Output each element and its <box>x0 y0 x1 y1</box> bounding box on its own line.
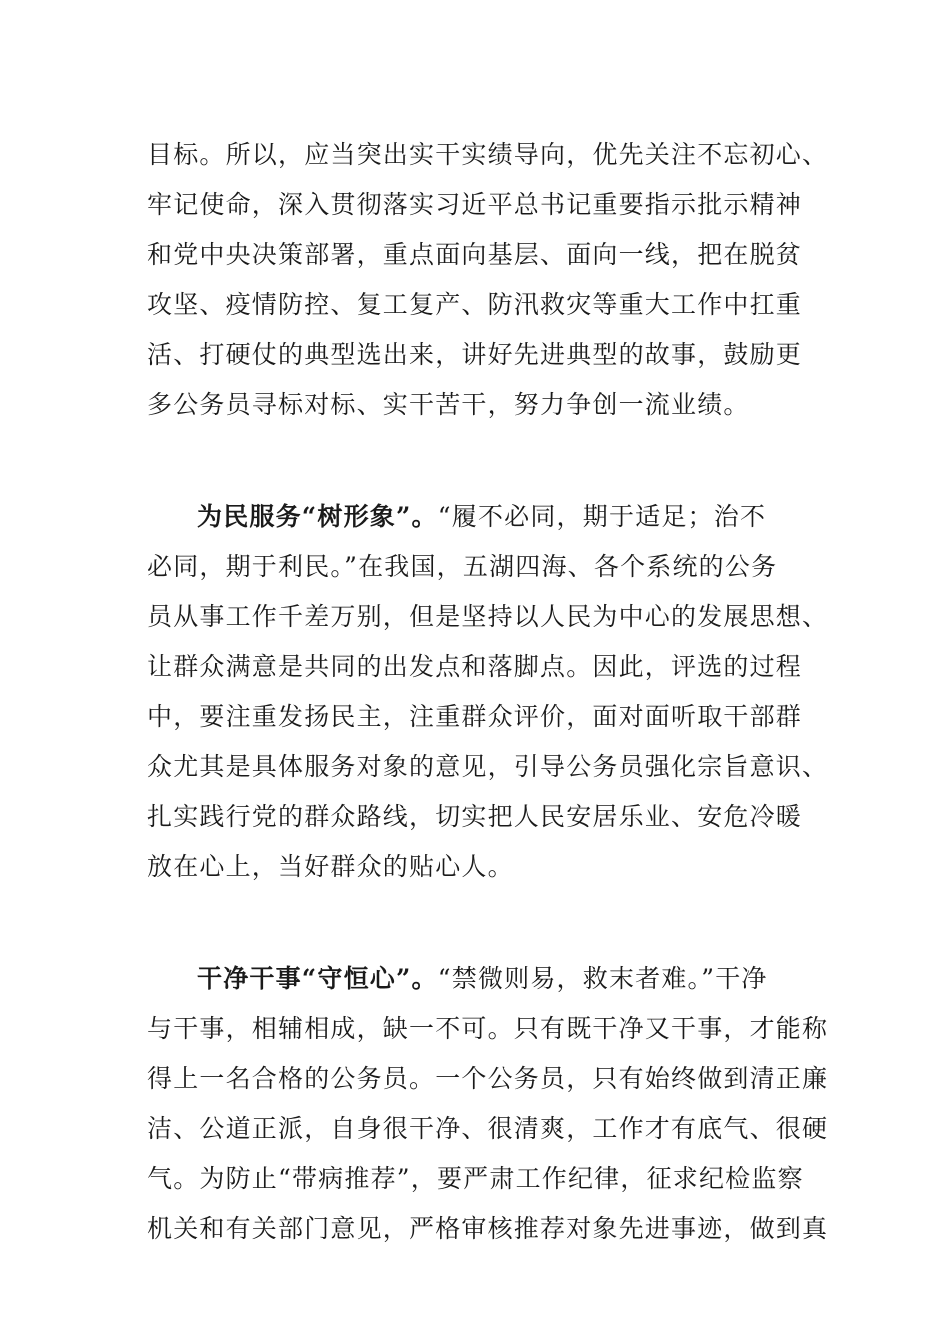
paragraph-performance <box>147 130 829 430</box>
text-line: 多公务员寻标对标、实干苦干，努力争创一流业绩。 <box>147 390 750 419</box>
text-line: 中，要注重发扬民主，注重群众评价，面对面听取干部群 <box>147 702 803 731</box>
text-line: 和党中央决策部署，重点面向基层、面向一线，把在脱贫 <box>147 240 803 269</box>
text-line-first <box>147 492 813 542</box>
text-line: 活、打硬仗的典型选出来，讲好先进典型的故事，鼓励更 <box>147 340 803 369</box>
text-line: 攻坚、疫情防控、复工复产、防汛救灾等重大工作中扛重 <box>147 290 803 319</box>
paragraph-heading: 为民服务“树形象”。 <box>197 502 438 531</box>
text-line: 众尤其是具体服务对象的意见，引导公务员强化宗旨意识、 <box>147 752 829 781</box>
text-line: 机关和有关部门意见，严格审核推荐对象先进事迹，做到真 <box>147 1214 829 1243</box>
paragraph-serve-people <box>147 492 829 892</box>
text-line: 员从事工作千差万别，但是坚持以人民为中心的发展思想、 <box>147 602 829 631</box>
text-line: 必同，期于利民。”在我国，五湖四海、各个系统的公务 <box>147 552 778 581</box>
text-line: 得上一名合格的公务员。一个公务员，只有始终做到清正廉 <box>147 1064 829 1093</box>
text-line: 洁、公道正派，自身很干净、很清爽，工作才有底气、很硬 <box>147 1114 829 1143</box>
text-line: 气。为防止“带病推荐”，要严肃工作纪律，征求纪检监察 <box>147 1164 804 1193</box>
paragraph-heading: 干净干事“守恒心”。 <box>197 964 438 993</box>
text-line-first <box>147 954 813 1004</box>
text-line: 与干事，相辅相成，缺一不可。只有既干净又干事，才能称 <box>147 1014 829 1043</box>
text-segment: “禁微则易，救末者难。”干净 <box>437 964 768 993</box>
text-line: 放在心上，当好群众的贴心人。 <box>147 852 514 881</box>
document-page <box>147 130 829 1254</box>
text-line: 扎实践行党的群众路线，切实把人民安居乐业、安危冷暖 <box>147 802 803 831</box>
text-line: 让群众满意是共同的出发点和落脚点。因此，评选的过程 <box>147 652 803 681</box>
paragraph-integrity <box>147 954 829 1254</box>
text-line: 目标。所以，应当突出实干实绩导向，优先关注不忘初心、 <box>147 140 829 169</box>
text-line: 牢记使命，深入贯彻落实习近平总书记重要指示批示精神 <box>147 190 803 219</box>
text-segment: “履不必同，期于适足；治不 <box>437 502 767 531</box>
